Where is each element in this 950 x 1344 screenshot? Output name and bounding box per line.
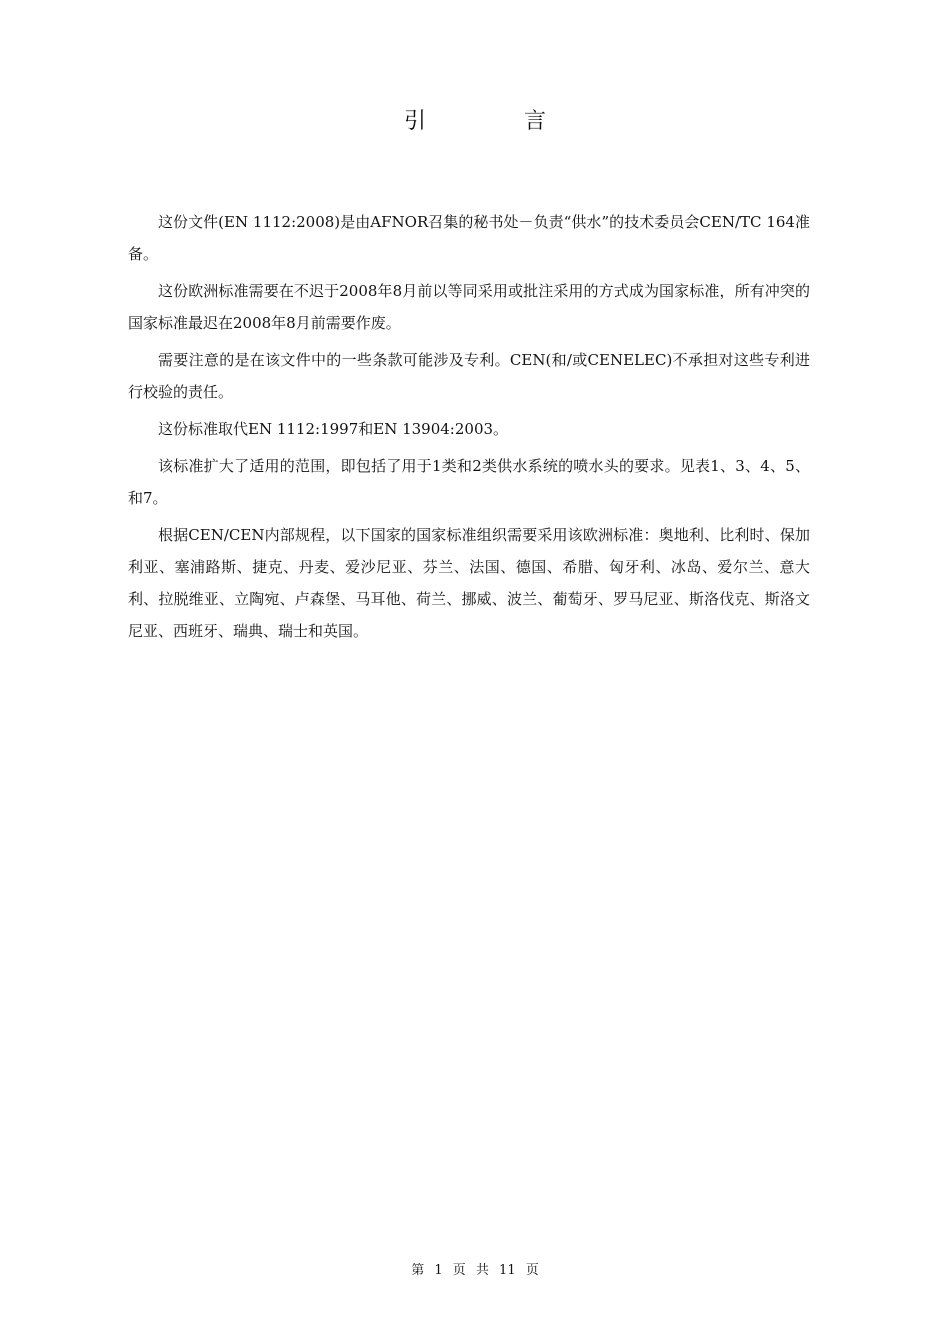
paragraph-5: 该标准扩大了适用的范围，即包括了用于1类和2类供水系统的喷水头的要求。见表1、3、4、5、和7。	[128, 457, 810, 507]
paragraph-1: 这份文件(EN 1112:2008)是由AFNOR召集的秘书处－负责“供水”的技术委员会CEN/TC 164准备。	[128, 213, 810, 263]
paragraph-2: 这份欧洲标准需要在不迟于2008年8月前以等同采用或批注采用的方式成为国家标准，所有冲突的国家标准最迟在2008年8月前需要作废。	[128, 282, 810, 332]
paragraph-6: 根据CEN/CEN内部规程，以下国家的国家标准组织需要采用该欧洲标准：奥地利、比利时、保加利亚、塞浦路斯、捷克、丹麦、爱沙尼亚、芬兰、法国、德国、希腊、匈牙利、冰岛、爱尔兰、意大利、拉脱维亚、立陶宛、卢森堡、马耳他、荷兰、挪威、波兰、葡萄牙、罗马尼亚、斯洛伐克、斯洛文尼亚、西班牙、瑞典、瑞士和英国。	[128, 526, 810, 640]
page-footer: 第 1 页 共 11 页	[411, 1263, 539, 1278]
paragraph-4: 这份标准取代EN 1112:1997和EN 13904:2003。	[158, 420, 509, 438]
page-title: 引 言	[403, 109, 584, 134]
body-text	[128, 206, 810, 652]
paragraph-3: 需要注意的是在该文件中的一些条款可能涉及专利。CEN(和/或CENELEC)不承担对这些专利进行校验的责任。	[128, 351, 810, 401]
